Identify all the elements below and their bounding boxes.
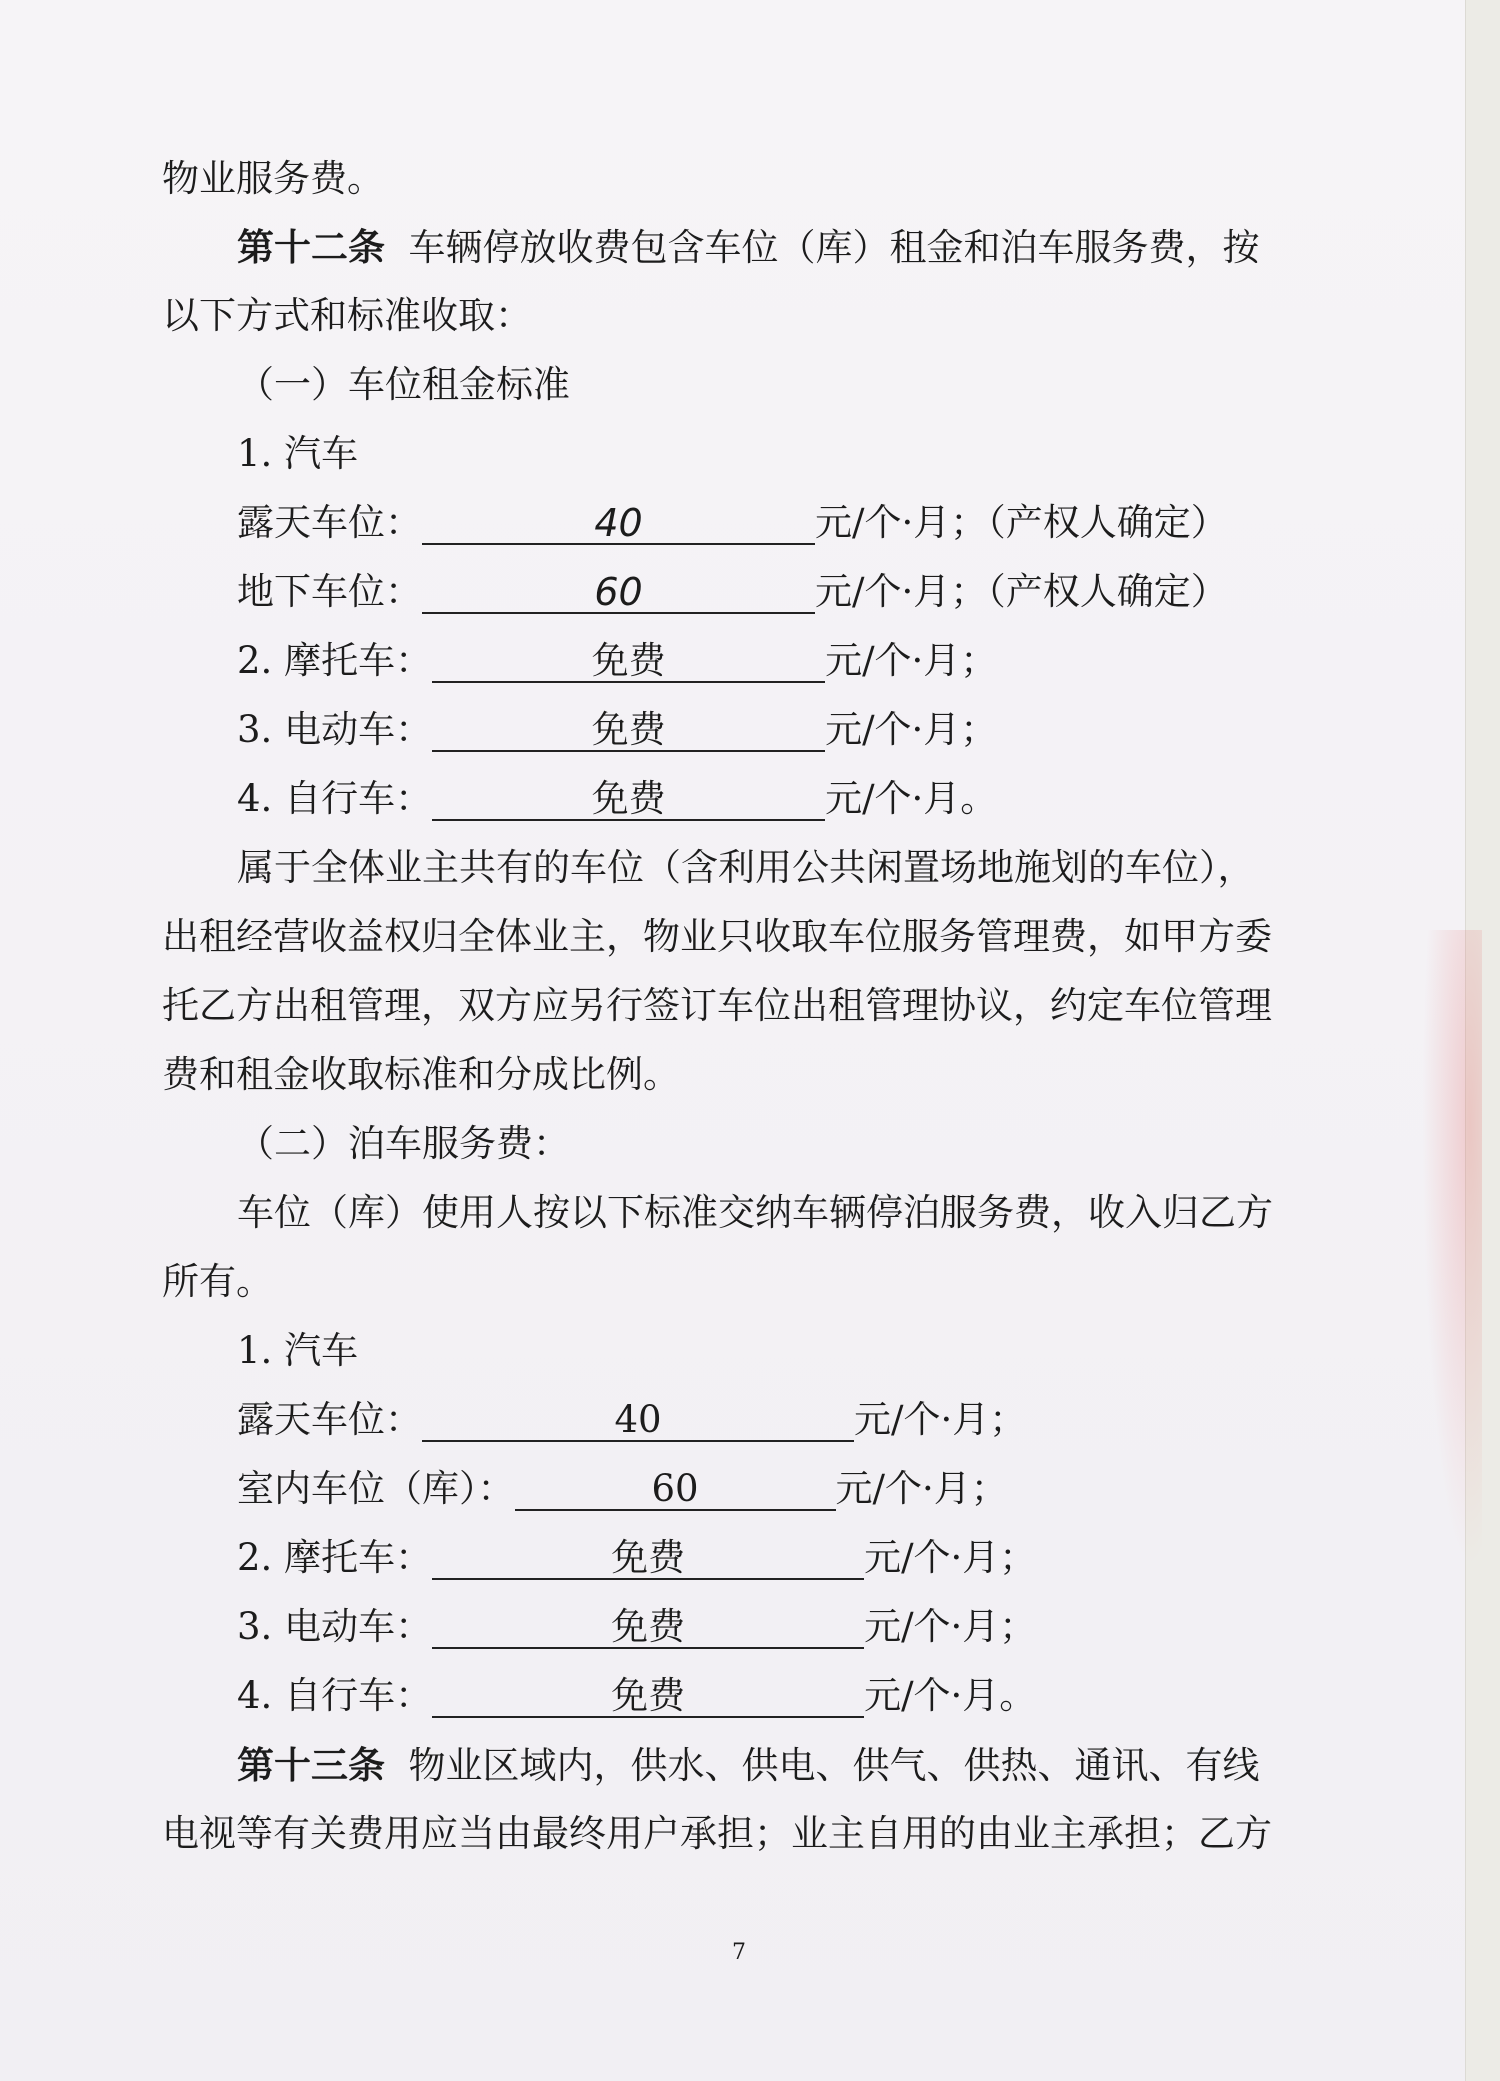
text-line: 以下方式和标准收取： (162, 294, 532, 337)
article-13: 第十三条 物业区域内，供水、供电、供气、供热、通讯、有线 (237, 1743, 1260, 1787)
fee-row-ebike: 3. 电动车： 免费 元/个·月； (237, 708, 998, 751)
service-row-bicycle: 4. 自行车： 免费 元/个·月。 (237, 1674, 1037, 1717)
fee-row-motorcycle: 2. 摩托车： 免费 元/个·月； (237, 639, 998, 682)
fee-blank: 免费 (432, 1534, 864, 1580)
fee-row-underground: 地下车位： 60 元/个·月；（产权人确定） (237, 570, 1228, 614)
text-line: 属于全体业主共有的车位（含利用公共闲置场地施划的车位）， (237, 846, 1255, 889)
service-row-ebike: 3. 电动车： 免费 元/个·月； (237, 1605, 1037, 1648)
fee-blank: 40 (422, 499, 815, 545)
fee-blank: 免费 (432, 637, 825, 683)
fee-blank: 免费 (432, 1672, 864, 1718)
fee-blank: 40 (422, 1396, 854, 1442)
text-line: 所有。 (162, 1260, 273, 1303)
text-line: 电视等有关费用应当由最终用户承担；业主自用的由业主承担；乙方 (162, 1812, 1272, 1855)
text-line: 物业服务费。 (162, 157, 384, 200)
article-12: 第十二条 车辆停放收费包含车位（库）租金和泊车服务费，按 (237, 225, 1260, 269)
article-title: 第十三条 (237, 1743, 385, 1787)
fee-blank: 免费 (432, 706, 825, 752)
service-row-motorcycle: 2. 摩托车： 免费 元/个·月； (237, 1536, 1037, 1579)
fee-blank: 免费 (432, 775, 825, 821)
text-line: 费和租金收取标准和分成比例。 (162, 1053, 680, 1096)
text-line: 托乙方出租管理，双方应另行签订车位出租管理协议，约定车位管理 (162, 984, 1272, 1027)
service-row-indoor: 室内车位（库）： 60 元/个·月； (237, 1467, 1008, 1510)
text-line: 1. 汽车 (237, 432, 359, 475)
fee-row-open: 露天车位： 40 元/个·月；（产权人确定） (237, 501, 1228, 545)
text-line: 1. 汽车 (237, 1329, 359, 1372)
red-seal-stamp (1422, 930, 1482, 1570)
fee-blank: 60 (515, 1465, 836, 1511)
service-row-open: 露天车位： 40 元/个·月； (237, 1398, 1027, 1441)
section-heading: （一）车位租金标准 (237, 363, 570, 406)
fee-row-bicycle: 4. 自行车： 免费 元/个·月。 (237, 777, 998, 820)
fee-blank: 免费 (432, 1603, 864, 1649)
fee-blank: 60 (422, 568, 815, 614)
text-line: 出租经营收益权归全体业主，物业只收取车位服务管理费，如甲方委 (162, 915, 1272, 958)
section-heading: （二）泊车服务费： (237, 1122, 570, 1165)
page-number: 7 (732, 1940, 746, 1965)
text-line: 车位（库）使用人按以下标准交纳车辆停泊服务费，收入归乙方 (237, 1191, 1273, 1234)
article-title: 第十二条 (237, 225, 385, 269)
